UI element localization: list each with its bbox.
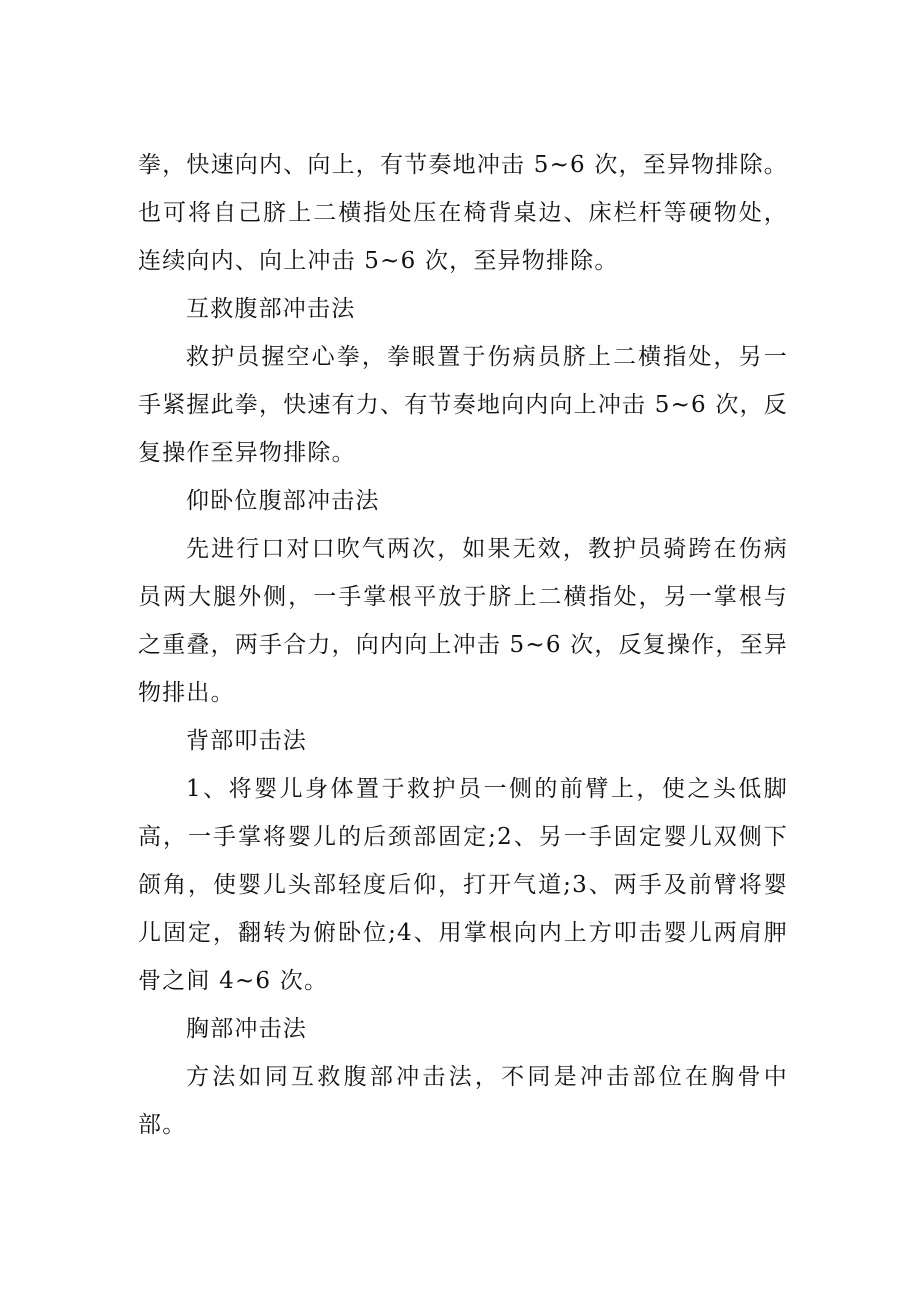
section-heading-back-blows: 背部叩击法 (186, 728, 307, 754)
paragraph-chest-thrust: 方法如同互救腹部冲击法，不同是冲击部位在胸骨中部。 (138, 1064, 788, 1138)
paragraph-back-blows: 1、将婴儿身体置于救护员一侧的前臂上，使之头低脚高，一手掌将婴儿的后颈部固定;2、另一手固定婴儿双侧下颌角，使婴儿头部轻度后仰，打开气道;3、两手及前臂将婴儿固定，翻转为俯卧位;4、用掌根向内上方叩击婴儿两肩胛骨之间 4~6 次。 (138, 776, 788, 994)
section-heading-mutual-abdominal-thrust: 互救腹部冲击法 (186, 296, 356, 322)
paragraph-continuation: 拳，快速向内、向上，有节奏地冲击 5~6 次，至异物排除。也可将自己脐上二横指处压在椅背桌边、床栏杆等硬物处，连续向内、向上冲击 5~6 次，至异物排除。 (138, 152, 788, 274)
document-body (138, 141, 788, 1149)
section-heading-chest-thrust: 胸部冲击法 (186, 1016, 307, 1042)
section-heading-supine-abdominal-thrust: 仰卧位腹部冲击法 (186, 488, 380, 514)
paragraph-supine-abdominal-thrust: 先进行口对口吹气两次，如果无效，教护员骑跨在伤病员两大腿外侧，一手掌根平放于脐上二横指处，另一掌根与之重叠，两手合力，向内向上冲击 5~6 次，反复操作，至异物排出。 (138, 536, 788, 706)
paragraph-mutual-abdominal-thrust: 救护员握空心拳，拳眼置于伤病员脐上二横指处，另一手紧握此拳，快速有力、有节奏地向内向上冲击 5~6 次，反复操作至异物排除。 (138, 344, 788, 466)
